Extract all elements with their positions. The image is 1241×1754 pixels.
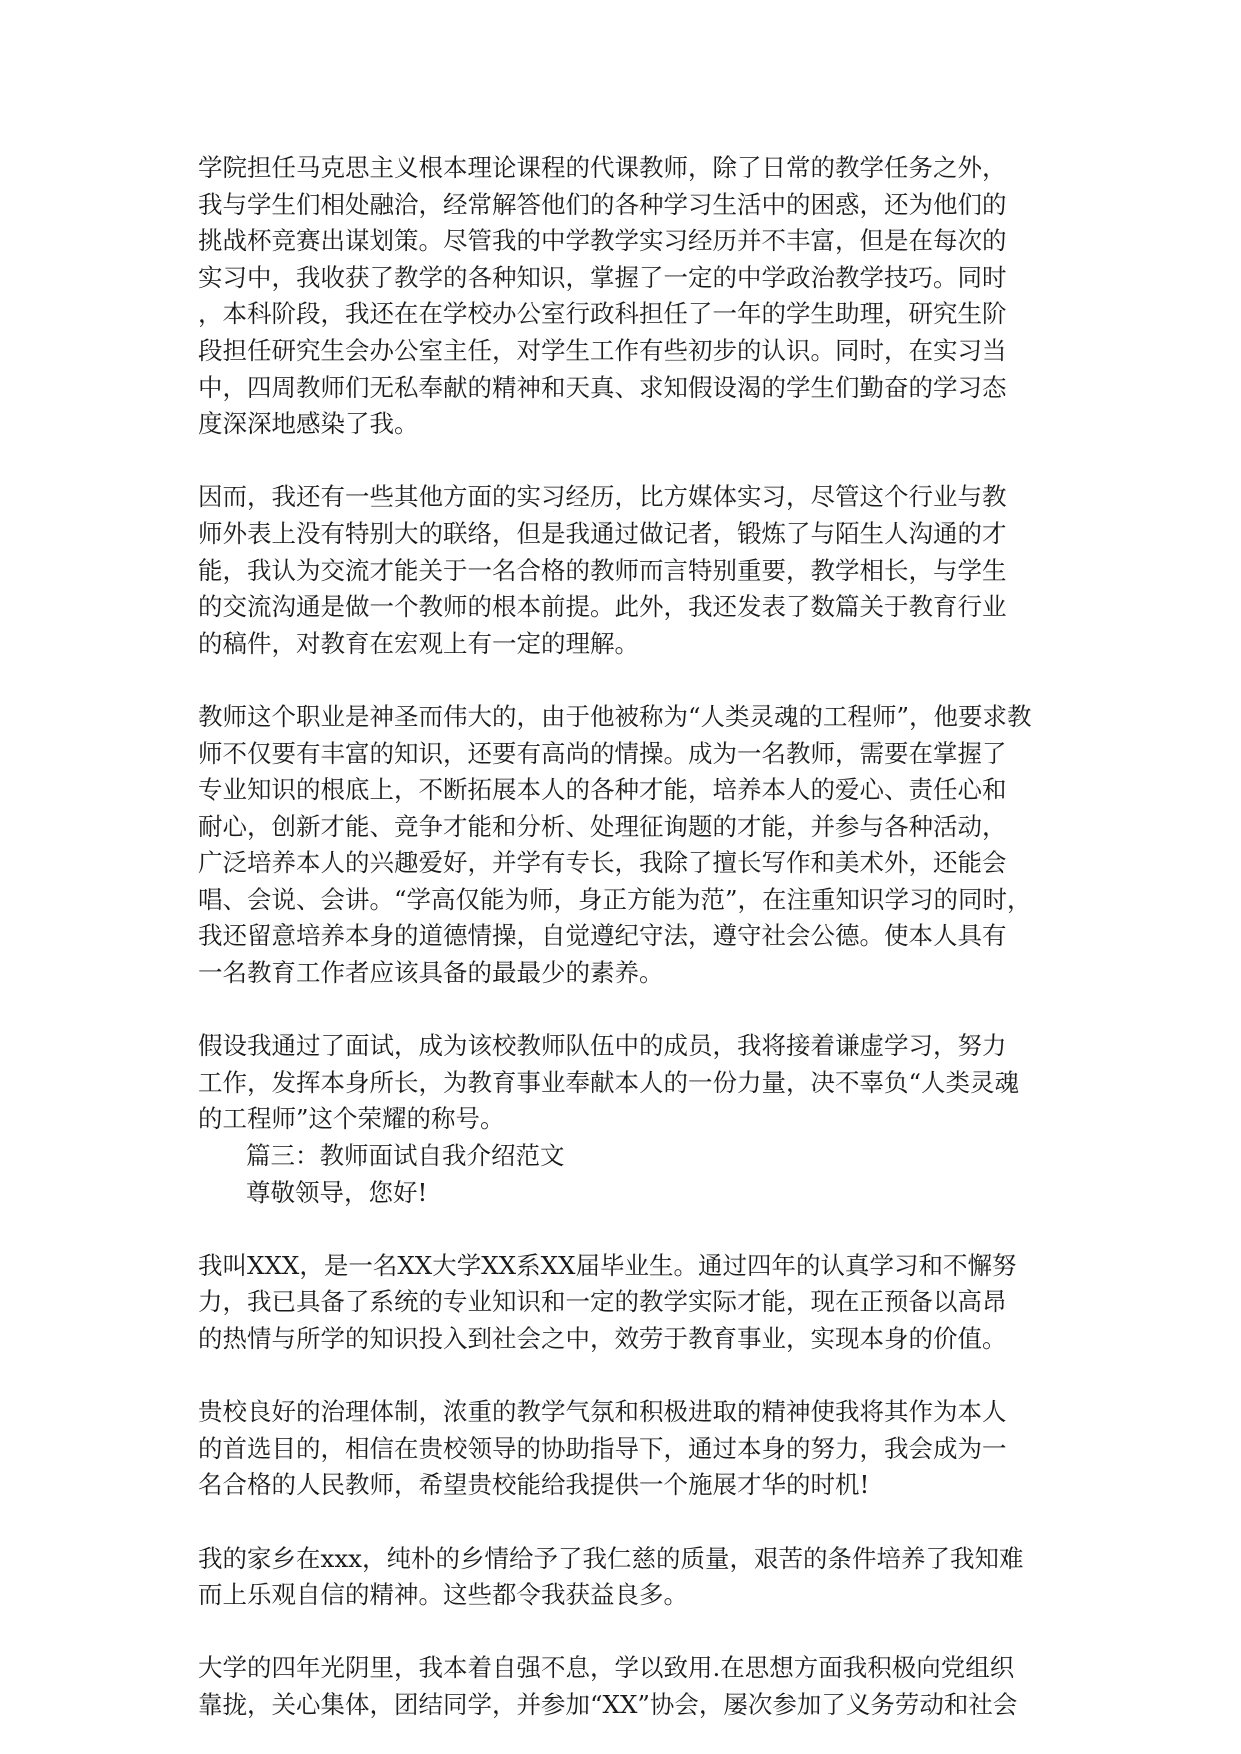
paragraph	[198, 1028, 1058, 1211]
text-line: 师外表上没有特别大的联络，但是我通过做记者，锻炼了与陌生人沟通的才	[198, 518, 1007, 548]
paragraph	[198, 1248, 1058, 1358]
text-line: 一名教育工作者应该具备的最最少的素养。	[198, 958, 664, 988]
text-line: 能，我认为交流才能关于一名合格的教师而言特别重要，教学相长，与学生	[198, 555, 1007, 585]
text-line: 学院担任马克思主义根本理论课程的代课教师，除了日常的教学任务之外，	[198, 153, 1007, 182]
text-line: 我还留意培养本身的道德情操，自觉遵纪守法，遵守社会公德。使本人具有	[198, 921, 1007, 951]
text-line: 的稿件，对教育在宏观上有一定的理解。	[198, 628, 639, 658]
paragraph	[198, 1394, 1058, 1504]
text-line: 大学的四年光阴里，我本着自强不息，学以致用.在思想方面我积极向党组织	[198, 1653, 1015, 1683]
text-line: 靠拢，关心集体，团结同学，并参加“XX”协会，屡次参加了义务劳动和社会	[198, 1689, 1018, 1719]
paragraph-gap	[198, 992, 1058, 1029]
text-line: 教师这个职业是神圣而伟大的，由于他被称为“人类灵魂的工程师”，他要求教	[198, 701, 1032, 731]
paragraph-gap	[198, 662, 1058, 699]
text-line: 挑战杯竞赛出谋划策。尽管我的中学教学实习经历并不丰富，但是在每次的	[198, 226, 1007, 256]
paragraph	[198, 1650, 1058, 1723]
text-line: 而上乐观自信的精神。这些都令我获益良多。	[198, 1580, 688, 1610]
text-line: 名合格的人民教师，希望贵校能给我提供一个施展才华的时机!	[198, 1470, 870, 1500]
text-line: ，本科阶段，我还在在学校办公室行政科担任了一年的学生助理，研究生阶	[198, 299, 1007, 329]
paragraph-gap	[198, 1614, 1058, 1651]
text-line: 中，四周教师们无私奉献的精神和天真、求知假设渴的学生们勤奋的学习态	[198, 372, 1007, 402]
paragraph	[198, 1541, 1058, 1614]
text-line: 专业知识的根底上，不断拓展本人的各种才能，培养本人的爱心、责任心和	[198, 775, 1007, 805]
text-line: 因而，我还有一些其他方面的实习经历，比方媒体实习，尽管这个行业与教	[198, 482, 1007, 512]
text-line: 工作，发挥本身所长，为教育事业奉献本人的一份力量，决不辜负“人类灵魂	[198, 1067, 1020, 1097]
section-heading: 篇三：教师面试自我介绍范文	[246, 1141, 565, 1171]
text-line: 广泛培养本人的兴趣爱好，并学有专长，我除了擅长写作和美术外，还能会	[198, 848, 1007, 878]
paragraph-gap	[198, 1358, 1058, 1395]
text-line: 度深深地感染了我。	[198, 409, 419, 439]
text-line: 唱、会说、会讲。“学高仅能为师，身正方能为范”，在注重知识学习的同时，	[198, 884, 1032, 914]
text-line: 贵校良好的治理体制，浓重的教学气氛和积极进取的精神使我将其作为本人	[198, 1397, 1007, 1427]
text-line: 假设我通过了面试，成为该校教师队伍中的成员，我将接着谦虚学习，努力	[198, 1031, 1007, 1061]
text-line: 力，我已具备了系统的专业知识和一定的教学实际才能，现在正预备以高昂	[198, 1287, 1007, 1317]
text-line: 的工程师”这个荣耀的称号。	[198, 1104, 505, 1134]
text-line: 段担任研究生会办公室主任，对学生工作有些初步的认识。同时，在实习当	[198, 335, 1007, 365]
paragraph	[198, 479, 1058, 662]
paragraph	[198, 150, 1058, 443]
text-line: 师不仅要有丰富的知识，还要有高尚的情操。成为一名教师，需要在掌握了	[198, 738, 1007, 768]
salutation: 尊敬领导，您好!	[246, 1177, 428, 1207]
text-line: 我叫XXX，是一名XX大学XX系XX届毕业生。通过四年的认真学习和不懈努	[198, 1250, 1017, 1280]
text-line: 我的家乡在xxx，纯朴的乡情给予了我仁慈的质量，艰苦的条件培养了我知难	[198, 1543, 1024, 1573]
text-line: 我与学生们相处融洽，经常解答他们的各种学习生活中的困惑，还为他们的	[198, 189, 1007, 219]
paragraph-gap	[198, 1211, 1058, 1248]
document-body	[198, 150, 1058, 1724]
text-line: 的交流沟通是做一个教师的根本前提。此外，我还发表了数篇关于教育行业	[198, 592, 1007, 622]
text-line: 实习中，我收获了教学的各种知识，掌握了一定的中学政治教学技巧。同时	[198, 262, 1007, 292]
paragraph-gap	[198, 443, 1058, 480]
text-line: 耐心，创新才能、竞争才能和分析、处理征询题的才能，并参与各种活动，	[198, 811, 1007, 841]
paragraph	[198, 699, 1058, 992]
text-line: 的首选目的，相信在贵校领导的协助指导下，通过本身的努力，我会成为一	[198, 1433, 1007, 1463]
text-line: 的热情与所学的知识投入到社会之中，效劳于教育事业，实现本身的价值。	[198, 1324, 1007, 1353]
paragraph-gap	[198, 1504, 1058, 1541]
